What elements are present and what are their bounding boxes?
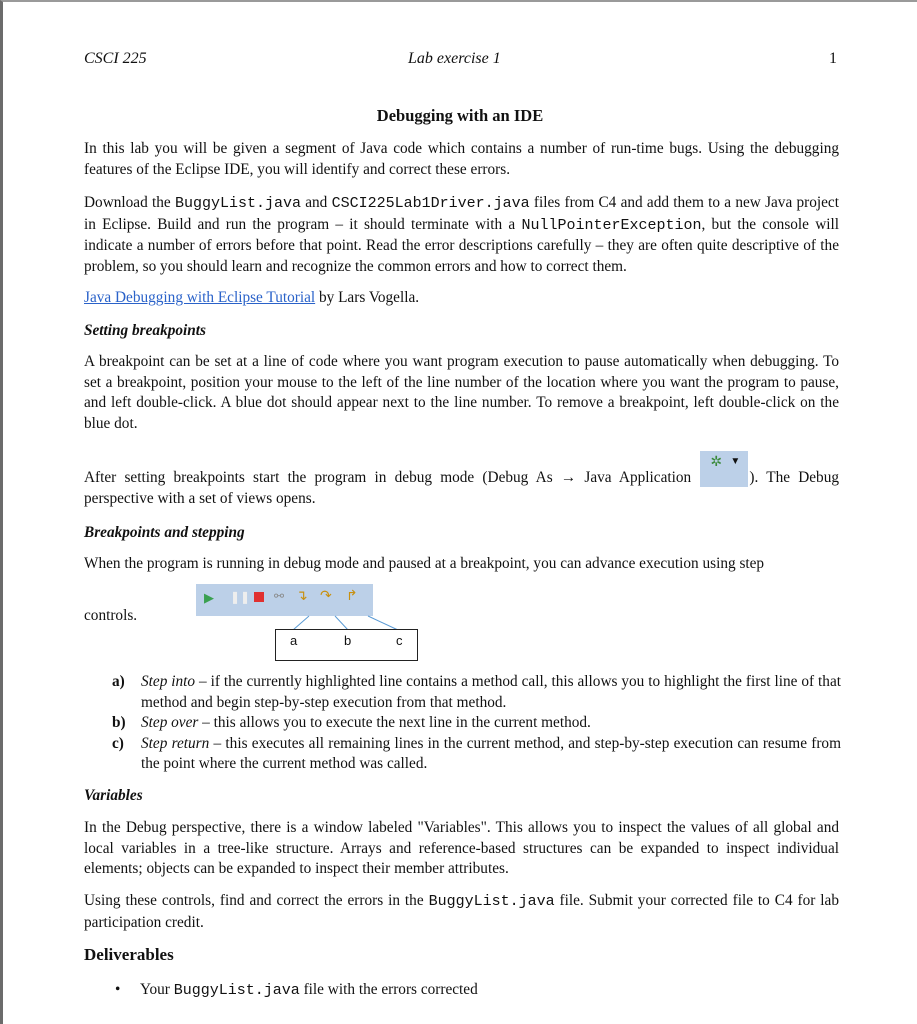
debug-mode-paragraph	[84, 455, 840, 509]
debug-as-image-slot	[699, 455, 749, 482]
deliverable-item	[115, 980, 870, 1002]
label-a: a	[290, 633, 298, 648]
text: – if the currently highlighted line contains a method call, this allows you to highlight the first line of that method and begin step-by-step execution from that method.	[141, 673, 841, 711]
text: and	[300, 194, 332, 211]
text: by Lars Vogella.	[315, 289, 420, 306]
list-item	[112, 713, 841, 734]
list-item	[112, 672, 841, 713]
resume-icon: ▶	[204, 590, 214, 605]
tutorial-line	[84, 288, 839, 309]
term: Step return	[141, 734, 210, 752]
section-heading: Setting breakpoints	[84, 322, 206, 339]
using-paragraph	[84, 891, 839, 933]
marker: b)	[112, 714, 126, 731]
exception-name: NullPointerException	[521, 216, 702, 234]
filename: BuggyList.java	[428, 893, 555, 910]
disconnect-icon: ⚯	[274, 589, 285, 603]
step-over-icon: ↷	[320, 589, 332, 604]
dropdown-arrow-icon: ▼	[730, 456, 741, 467]
text: , but the console will indicate a number of errors before that point. Read the error descriptions carefully – they are often quite descriptive of the problem, so you should learn and recognize the common errors and how to correct them.	[84, 215, 839, 275]
term: Step into	[141, 673, 196, 690]
deliverables-heading: Deliverables	[84, 945, 174, 964]
variables-paragraph: In the Debug perspective, there is a window labeled "Variables". This allows you to inspect the values of all global and local variables in a tree-like structure. Arrays and reference-based structures can be expanded to inspect individual elements; objects can be expanded to inspect their member attributes.	[84, 819, 839, 877]
text: file. Submit your corrected file to C4 for lab participation credit.	[84, 892, 839, 931]
arrow-a	[293, 616, 309, 630]
stepping-paragraph: When the program is running in debug mode and paused at a breakpoint, you can advance execution using step	[84, 555, 765, 572]
term: Step over	[141, 714, 199, 731]
filename: CSCI225Lab1Driver.java	[331, 195, 530, 212]
download-paragraph	[84, 193, 839, 277]
text: Using these controls, find and correct the errors in the	[84, 892, 429, 909]
text: Download the	[84, 194, 175, 211]
suspend-icon: ❚❚	[230, 590, 251, 604]
filename: BuggyList.java	[174, 195, 301, 212]
tutorial-link[interactable]: Java Debugging with Eclipse Tutorial	[84, 289, 316, 306]
bug-icon: ✲	[710, 455, 723, 470]
text: file with the errors corrected	[299, 981, 478, 998]
intro-paragraph: In this lab you will be given a segment of Java code which contains a number of run-time bugs. Using the debugging features of the Eclipse IDE, you will identify and correct these errors.	[84, 140, 839, 178]
controls-text: controls.	[84, 607, 138, 624]
step-return-icon: ↱	[346, 589, 358, 604]
section-heading: Variables	[84, 787, 143, 804]
label-c: c	[396, 633, 403, 648]
section-heading: Breakpoints and stepping	[84, 524, 245, 541]
text: After setting breakpoints start the program in debug mode (Debug As → Java Application	[84, 469, 700, 486]
step-into-icon: ↴	[296, 589, 308, 604]
marker: c)	[112, 734, 124, 752]
step-labels-box	[275, 629, 418, 661]
document-title: Debugging with an IDE	[376, 106, 544, 125]
text: – this allows you to execute the next line in the current method.	[198, 714, 591, 731]
page-number: 1	[829, 50, 837, 67]
bullet: •	[115, 981, 121, 998]
arrow-c	[368, 616, 398, 630]
header-course: CSCI 225	[84, 50, 147, 67]
debug-as-button-image	[700, 451, 748, 487]
marker: a)	[112, 673, 125, 690]
text: ). The Debug perspective with a set of views opens.	[84, 469, 840, 507]
text: Your	[140, 981, 174, 998]
header-title: Lab exercise 1	[408, 50, 501, 67]
breakpoints-paragraph: A breakpoint can be set at a line of code where you want program execution to pause automatically when debugging. To set a breakpoint, position your mouse to the left of the line number of the location where you want the program to pause, and left double-click. A blue dot should appear next to the line number. To remove a breakpoint, left double-click on the blue dot.	[84, 353, 839, 432]
filename: BuggyList.java	[173, 982, 300, 999]
list-item	[112, 734, 841, 775]
arrow-b	[335, 616, 348, 630]
terminate-icon	[254, 592, 264, 602]
step-list	[112, 672, 841, 775]
label-b: b	[344, 633, 352, 648]
text: – this executes all remaining lines in the current method, and step-by-step execution can resume from the point where the current method was called.	[141, 734, 841, 772]
text: files from C4 and add them to a new Java project in Eclipse. Build and run the program – it should terminate with a	[84, 194, 839, 233]
